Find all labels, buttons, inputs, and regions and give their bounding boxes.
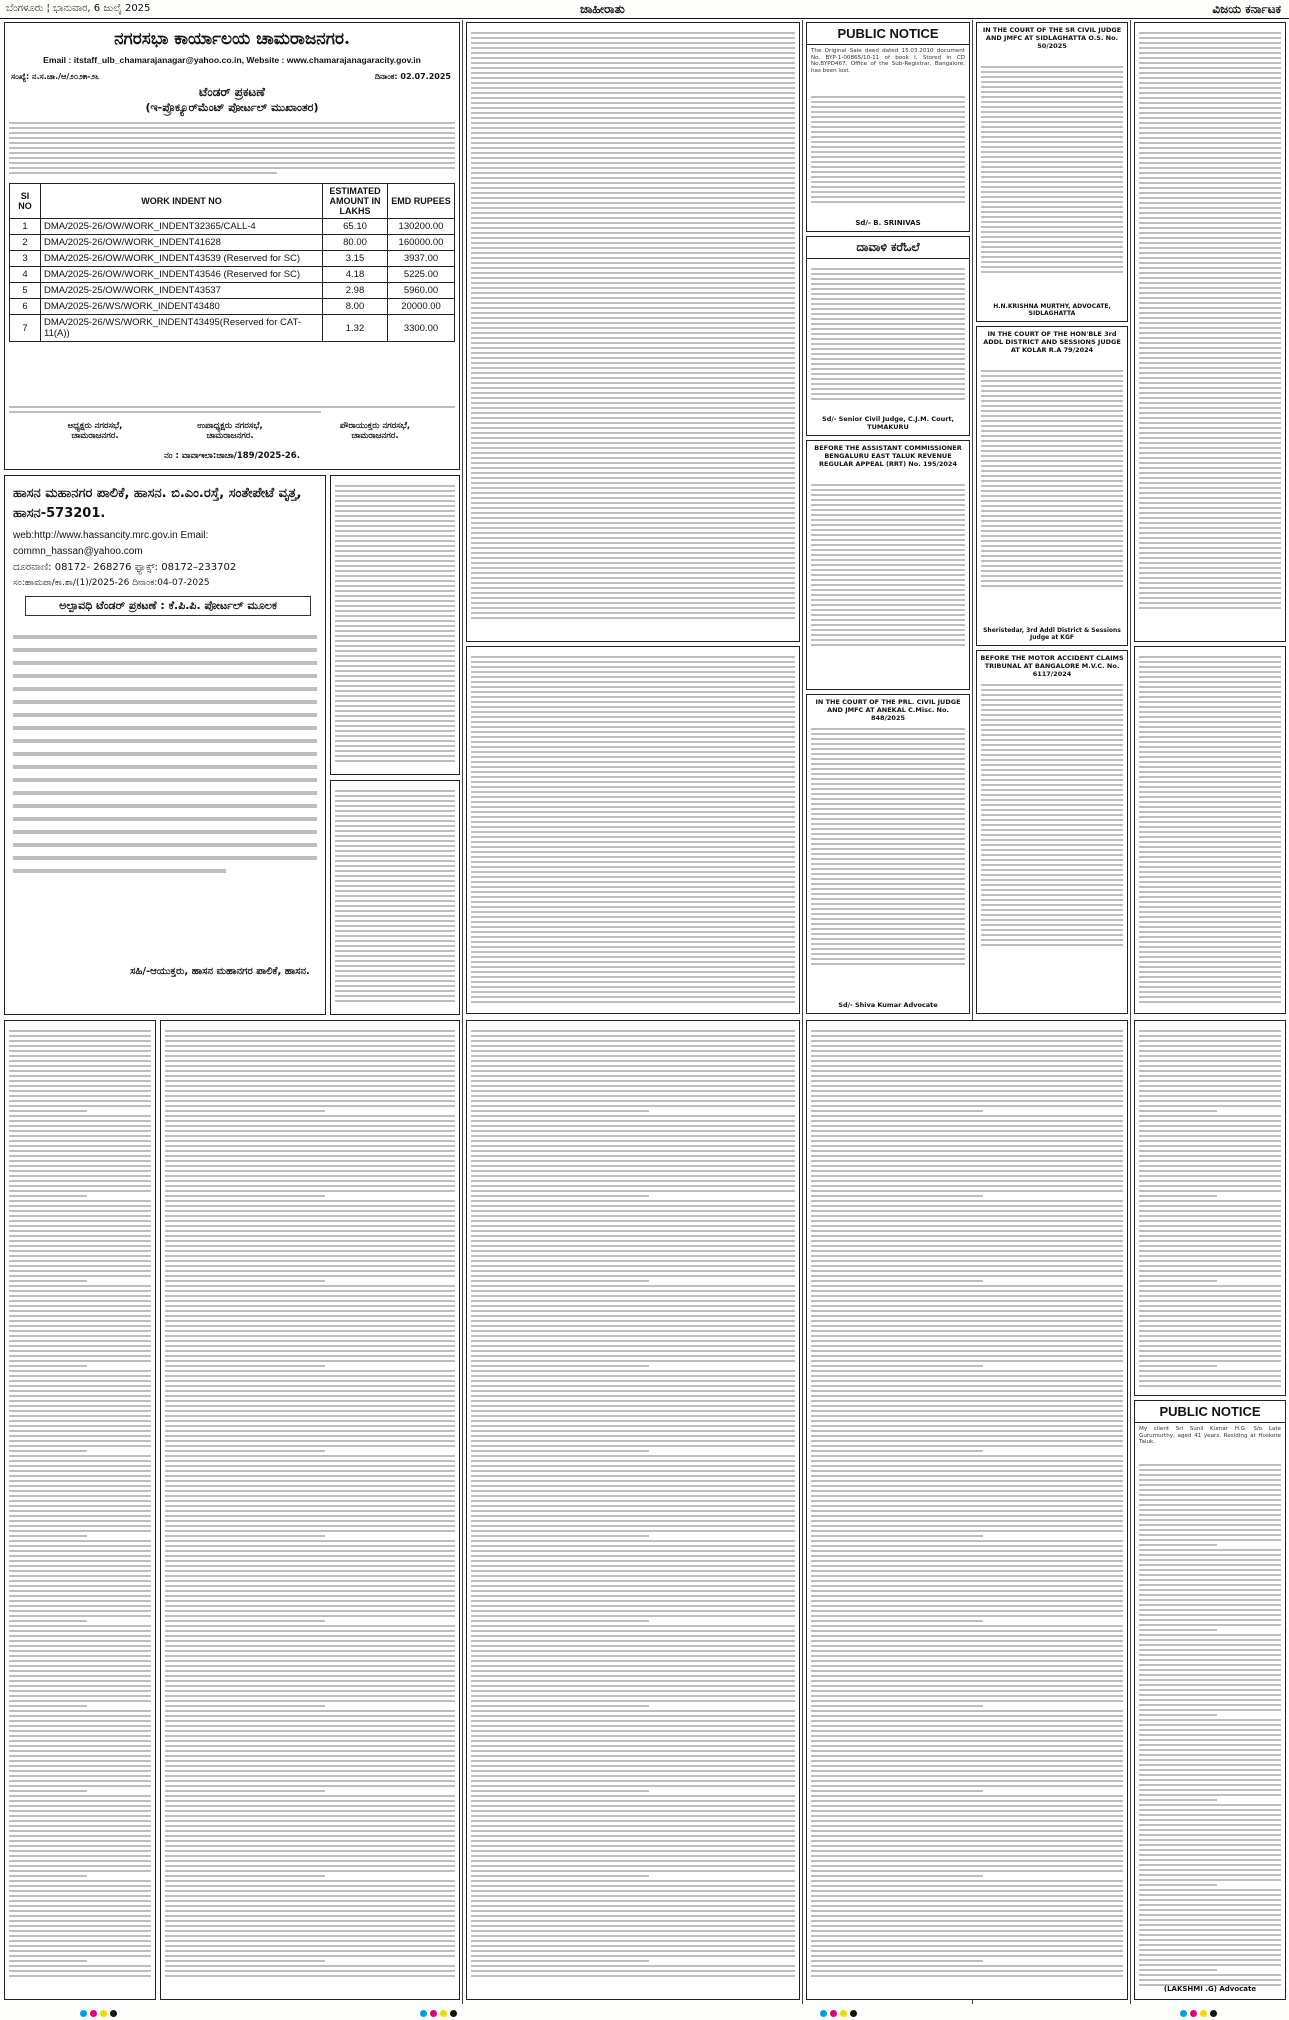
cell-work-indent: DMA/2025-26/OW/WORK_INDENT43539 (Reserved for SC) bbox=[41, 251, 323, 267]
cell-amount: 3.15 bbox=[323, 251, 388, 267]
court-notice-far-right bbox=[1134, 646, 1286, 1014]
notice-title: IN THE COURT OF THE SR CIVIL JUDGE AND JMFC AT SIDLAGHATTA O.S. No. 50/2025 bbox=[982, 26, 1122, 50]
notice-title: IN THE COURT OF THE PRL. CIVIL JUDGE AND JMFC AT ANEKAL C.Misc. No. 848/2025 bbox=[815, 698, 961, 722]
cmc-notice-sub: (ಇ-ಪ್ರೊಕ್ಯೂರ್‌ಮೆಂಟ್ ಪೋರ್ಟಲ್ ಮುಖಾಂತರ) bbox=[145, 101, 319, 114]
court-notices-lower bbox=[4, 1020, 156, 2000]
cell-amount: 65.10 bbox=[323, 219, 388, 235]
column-rule bbox=[462, 20, 463, 2004]
hassan-phone: ದೂರವಾಣಿ: 08172- 268276 ಫ್ಯಾಕ್ಸ್: 08172–233702 bbox=[13, 562, 237, 573]
column-rule bbox=[802, 20, 803, 2004]
cmc-body-text bbox=[9, 119, 455, 177]
cell-emd: 3937.00 bbox=[388, 251, 455, 267]
page-header bbox=[0, 0, 1289, 19]
print-registration-marks bbox=[0, 2004, 1289, 2020]
cell-emd: 3300.00 bbox=[388, 315, 455, 342]
hassan-notice-title: ಅಲ್ಪಾವಧಿ ಟೆಂಡರ್ ಪ್ರಕಟಣೆ : ಕೆ.ಪಿ.ಪಿ. ಪೋರ್ಟಲ್ ಮೂಲಕ bbox=[25, 596, 311, 616]
notice-sign: Sd/- Shiva Kumar Advocate bbox=[838, 1001, 938, 1009]
cmc-sign-vice: ಉಪಾಧ್ಯಕ್ಷರು ನಗರಸಭೆ, ಚಾಮರಾಜನಗರ. bbox=[197, 421, 263, 441]
cell-work-indent: DMA/2025-26/WS/WORK_INDENT43480 bbox=[41, 299, 323, 315]
cell-emd: 20000.00 bbox=[388, 299, 455, 315]
cell-amount: 80.00 bbox=[323, 235, 388, 251]
cell-amount: 2.98 bbox=[323, 283, 388, 299]
cell-amount: 4.18 bbox=[323, 267, 388, 283]
notice-title: BEFORE THE ASSISTANT COMMISSIONER BENGALURU EAST TALUK REVENUE REGULAR APPEAL (RRT) No. 195/2024 bbox=[814, 444, 962, 468]
cmc-footnote bbox=[9, 403, 455, 416]
public-notice-5 bbox=[976, 22, 1128, 322]
cmc-title: ನಗರಸಭಾ ಕಾರ್ಯಾಲಯ ಚಾಮರಾಜನಗರ. bbox=[114, 29, 350, 49]
notice-title: PUBLIC NOTICE bbox=[807, 23, 969, 45]
court-notices-middle bbox=[466, 646, 800, 1014]
cell-amount: 8.00 bbox=[323, 299, 388, 315]
notice-sign: (LAKSHMI .G) Advocate bbox=[1163, 1985, 1257, 1993]
cmc-dipr: ನಂ : ವಾವಾಇಲಾ:ಜಾಚಾ/189/2025-26. bbox=[164, 451, 300, 461]
cell-si-no: 5 bbox=[10, 283, 41, 299]
public-notice-1 bbox=[806, 22, 970, 232]
notice-title: IN THE COURT OF THE HON'BLE 3rd ADDL DISTRICT AND SESSIONS JUDGE AT KOLAR R.A 79/2024 bbox=[983, 330, 1121, 354]
court-notice-far-right bbox=[1134, 22, 1286, 642]
table-row bbox=[10, 219, 455, 235]
cmc-sign-commissioner: ಪೌರಾಯುಕ್ತರು ನಗರಸಭೆ, ಚಾಮರಾಜನಗರ. bbox=[339, 421, 411, 441]
cell-si-no: 2 bbox=[10, 235, 41, 251]
col-work-indent: WORK INDENT NO bbox=[41, 184, 323, 219]
hassan-ref: ಸಂ:ಹಾಮಪಾ/ಕಾ.ಶಾ/(1)/2025-26 ದಿನಾಂಕ:04-07-2025 bbox=[13, 578, 210, 588]
cmc-notice-title: ಟೆಂಡರ್ ಪ್ರಕಟಣೆ bbox=[199, 85, 265, 99]
table-row bbox=[10, 267, 455, 283]
column-rule bbox=[1130, 20, 1131, 2004]
table-row bbox=[10, 299, 455, 315]
hassan-body-text bbox=[13, 626, 317, 882]
cell-amount: 1.32 bbox=[323, 315, 388, 342]
col-si-no: SI NO bbox=[10, 184, 41, 219]
col-emd: EMD RUPEES bbox=[388, 184, 455, 219]
cmc-contact: Email : itstaff_ulb_chamarajanagar@yahoo.co.in, Website : www.chamarajanagaracity.gov.in bbox=[43, 55, 421, 65]
col-estimated-amount: ESTIMATED AMOUNT IN LAKHS bbox=[323, 184, 388, 219]
notice-body: My client Sri Sunil Kumar H.G. S/o Late Gurumurthy, aged 41 years, Residing at Hoskote Taluk. bbox=[1139, 1426, 1281, 1446]
cell-emd: 130200.00 bbox=[388, 219, 455, 235]
hassan-web: web:http://www.hassancity.mrc.gov.in Email: commn_hassan@yahoo.com bbox=[13, 530, 209, 557]
notice-sign: Sheristedar, 3rd Addl District & Sessions Judge at KGF bbox=[983, 627, 1121, 641]
cell-si-no: 3 bbox=[10, 251, 41, 267]
notice-body: The Original Sale deed dated 15.03.2010 document No. BYP-1-00865/10-11 of book I, Stored in CD No.BYPD467, Office of the Sub-Registrar, Bangalore, has been lost. bbox=[811, 48, 965, 74]
court-notice-kannada bbox=[330, 475, 460, 775]
public-notice-8 bbox=[1134, 1400, 1286, 2000]
public-notice-6 bbox=[976, 326, 1128, 646]
court-notice-kannada bbox=[330, 780, 460, 1015]
table-row bbox=[10, 251, 455, 267]
table-row bbox=[10, 235, 455, 251]
notice-sign: Sd/- B. SRINIVAS bbox=[855, 219, 921, 227]
cell-work-indent: DMA/2025-26/WS/WORK_INDENT43495(Reserved for CAT-11(A)) bbox=[41, 315, 323, 342]
cmc-date: ದಿನಾಂಕ: 02.07.2025 bbox=[374, 72, 451, 81]
cmc-tender-notice bbox=[4, 22, 460, 470]
court-notices-lower bbox=[466, 1020, 800, 2000]
brand-logo: ವಿಜಯ ಕರ್ನಾಟಕ bbox=[1212, 2, 1281, 16]
notice-sign: H.N.KRISHNA MURTHY, ADVOCATE, SIDLAGHATTA bbox=[993, 303, 1111, 317]
table-row bbox=[10, 283, 455, 299]
public-notice-2 bbox=[806, 236, 970, 436]
cell-si-no: 1 bbox=[10, 219, 41, 235]
court-notices-lower bbox=[806, 1020, 1128, 2000]
table-row bbox=[10, 315, 455, 342]
notice-title: BEFORE THE MOTOR ACCIDENT CLAIMS TRIBUNAL AT BANGALORE M.V.C. No. 6117/2024 bbox=[980, 654, 1124, 678]
court-notices-lower bbox=[160, 1020, 460, 2000]
cell-si-no: 7 bbox=[10, 315, 41, 342]
cmc-tender-table bbox=[9, 183, 455, 342]
cell-emd: 5225.00 bbox=[388, 267, 455, 283]
date-line: ಬೆಂಗಳೂರು ¦ ಭಾನುವಾರ, 6 ಜುಲೈ 2025 bbox=[6, 3, 151, 14]
section-title: ಜಾಹೀರಾತು bbox=[580, 2, 625, 16]
hassan-sign: ಸಹಿ/-ಆಯುಕ್ತರು, ಹಾಸನ ಮಹಾನಗರ ಪಾಲಿಕೆ, ಹಾಸನ. bbox=[130, 966, 310, 977]
public-notice-3 bbox=[806, 440, 970, 690]
notice-sign: Sd/- Senior Civil Judge, C.J.M. Court, TUMAKURU bbox=[822, 415, 954, 431]
cell-work-indent: DMA/2025-26/OW/WORK_INDENT41628 bbox=[41, 235, 323, 251]
cell-work-indent: DMA/2025-26/OW/WORK_INDENT43546 (Reserved for SC) bbox=[41, 267, 323, 283]
cell-work-indent: DMA/2025-25/OW/WORK_INDENT43537 bbox=[41, 283, 323, 299]
cell-emd: 5960.00 bbox=[388, 283, 455, 299]
cmc-sign-president: ಅಧ್ಯಕ್ಷರು ನಗರಸಭೆ, ಚಾಮರಾಜನಗರ. bbox=[67, 421, 123, 441]
public-notice-4 bbox=[806, 694, 970, 1014]
kannada-public-notice bbox=[466, 22, 800, 642]
cmc-ref: ಸಂಖ್ಯೆ: ನ.ಸ.ಚಾ./ಆ/೨೦೨೫-೨೬ bbox=[11, 72, 100, 81]
cell-si-no: 4 bbox=[10, 267, 41, 283]
cell-emd: 160000.00 bbox=[388, 235, 455, 251]
cell-si-no: 6 bbox=[10, 299, 41, 315]
notice-title: ದಾವಾಳಿ ಕರೆಓಲೆ bbox=[807, 237, 969, 259]
notice-title: PUBLIC NOTICE bbox=[1135, 1401, 1285, 1423]
cell-work-indent: DMA/2025-26/OW/WORK_INDENT32365/CALL-4 bbox=[41, 219, 323, 235]
hassan-title: ಹಾಸನ ಮಹಾನಗರ ಪಾಲಿಕೆ, ಹಾಸನ. ಬಿ.ಎಂ.ರಸ್ತೆ, ಸಂತೇಪೇಟೆ ವೃತ್ತ, ಹಾಸನ-573201. bbox=[13, 486, 302, 521]
hassan-tender-notice bbox=[4, 475, 326, 1015]
public-notice-7 bbox=[976, 650, 1128, 1014]
court-notice-far-right bbox=[1134, 1020, 1286, 1396]
